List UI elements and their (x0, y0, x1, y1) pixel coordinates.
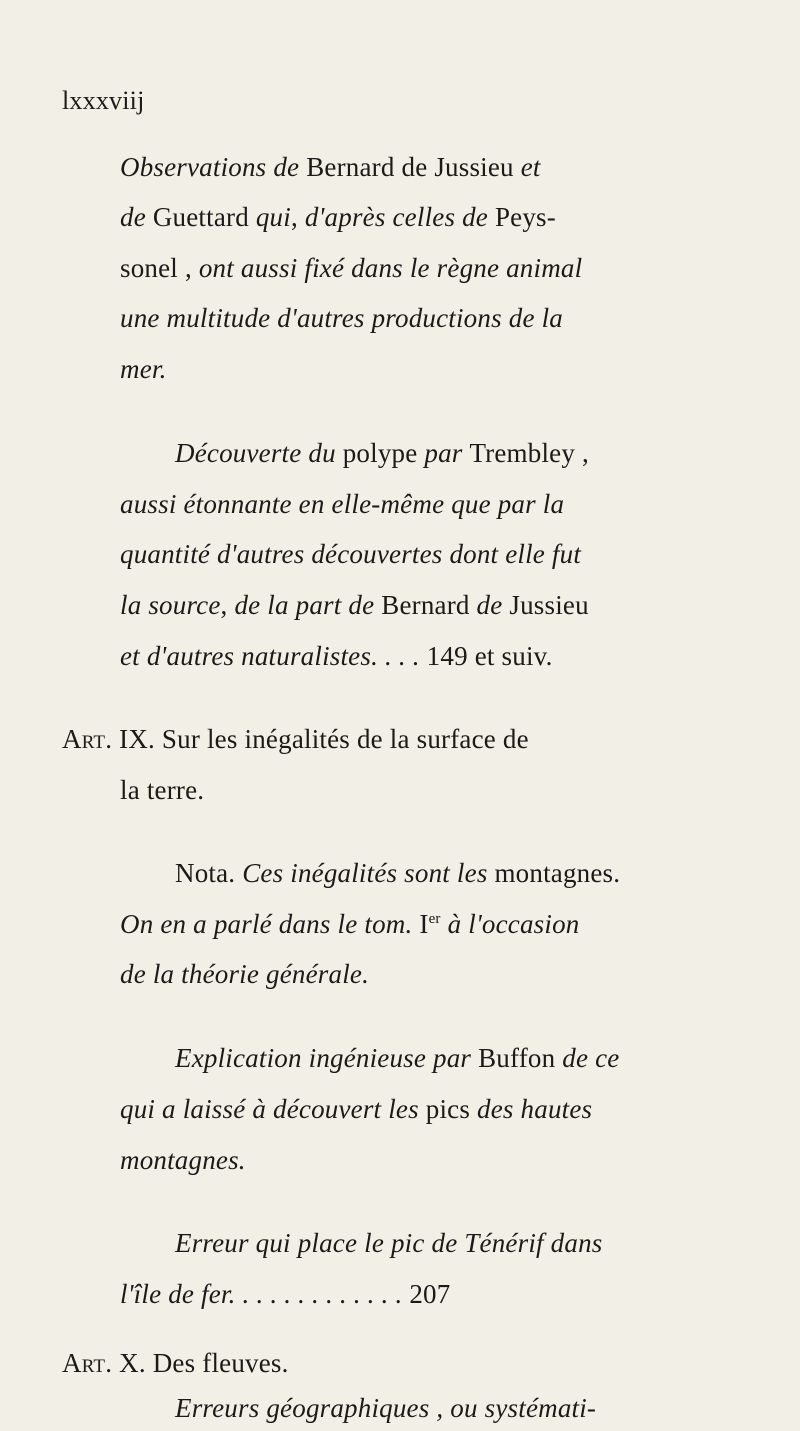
text-span: de (120, 202, 153, 232)
text-span: Ces inégalités sont les (242, 858, 495, 888)
text-line-18: montagnes. (120, 1145, 246, 1175)
text-span: Guettard (152, 202, 256, 232)
text-span: X. Des fleuves. (112, 1348, 289, 1378)
text-span: à l'occasion (440, 909, 580, 939)
text-span: la source (120, 590, 221, 620)
text-span: Bernard (381, 590, 477, 620)
text-span: On en a parlé dans le tom. (120, 909, 420, 939)
text-line-19: Erreur qui place le pic de Ténérif dans (175, 1228, 603, 1258)
text-span: I (419, 909, 429, 939)
text-span: IX. Sur les inégalités de la surface de (112, 724, 529, 754)
text-line-22: Erreurs géographiques , ou systémati- (175, 1393, 597, 1423)
text-line-4: une multitude d'autres productions de la (120, 303, 563, 333)
text-line-20 (120, 1277, 450, 1311)
text-line-10 (120, 639, 553, 673)
text-line-5: mer. (120, 354, 167, 384)
text-span: et (520, 152, 541, 182)
text-line-15: de la théorie générale. (120, 959, 370, 989)
art-label: Art. (62, 724, 113, 754)
text-span: Buffon (478, 1043, 563, 1073)
art-label: Art. (62, 1348, 113, 1378)
text-line-12: la terre. (120, 775, 205, 805)
text-span: Observations (120, 152, 267, 182)
article-heading-x (62, 1346, 289, 1380)
article-heading-ix (62, 722, 529, 756)
text-span: de (266, 152, 307, 182)
text-span: de la part de (234, 590, 382, 620)
text-span: qui (255, 202, 291, 232)
text-line-1 (120, 150, 541, 184)
text-span: pics (425, 1094, 477, 1124)
text-span: Jussieu (509, 590, 589, 620)
text-line-17 (120, 1092, 592, 1126)
text-line-13 (175, 856, 620, 890)
text-span: des hautes (477, 1094, 593, 1124)
text-line-3 (120, 251, 582, 285)
text-span: sonel , (120, 253, 199, 283)
text-span: Bernard de Jussieu (306, 152, 521, 182)
text-span: Peys- (494, 202, 556, 232)
text-span: , (220, 590, 235, 620)
superscript: er (428, 911, 441, 927)
text-span: Trembley , (469, 438, 589, 468)
text-span: par (424, 438, 470, 468)
text-span: de ce (562, 1043, 620, 1073)
page-number: lxxxviij (62, 86, 145, 115)
text-span: , (290, 202, 305, 232)
text-line-16 (175, 1041, 619, 1075)
text-span: montagnes. (494, 858, 621, 888)
text-span: qui a laissé à découvert les (120, 1094, 426, 1124)
text-line-2 (120, 200, 556, 234)
text-span: polype (342, 438, 425, 468)
text-span: Nota. (175, 858, 243, 888)
text-line-8: quantité d'autres découvertes dont elle fut (120, 539, 582, 569)
page-reference: 207 (409, 1279, 451, 1309)
text-span: Découverte du (175, 438, 343, 468)
text-span: ont aussi fixé dans le règne animal (198, 253, 583, 283)
text-span: de (476, 590, 510, 620)
text-span: et d'autres naturalistes. . . . (120, 641, 427, 671)
text-span: d'après celles de (304, 202, 495, 232)
text-span: l'île de fer. . . . . . . . . . . . . (120, 1279, 410, 1309)
text-line-9 (120, 588, 589, 622)
page-reference: 149 et suiv. (426, 641, 553, 671)
text-line-6 (175, 436, 589, 470)
text-line-14 (120, 907, 580, 941)
text-line-7: aussi étonnante en elle-même que par la (120, 489, 565, 519)
text-span: Explication ingénieuse par (175, 1043, 479, 1073)
